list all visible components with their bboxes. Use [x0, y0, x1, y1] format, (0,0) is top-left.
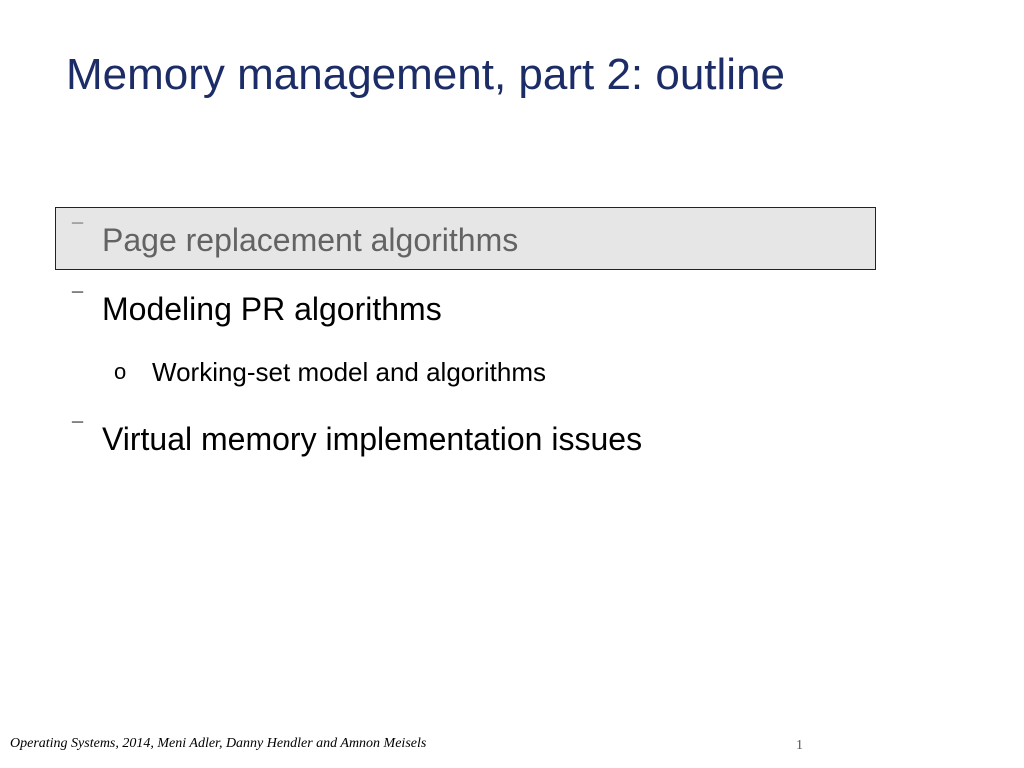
- bullet-text: Virtual memory implementation issues: [102, 421, 643, 457]
- bullet-marker: ¯: [72, 420, 84, 442]
- page-number: 1: [796, 738, 803, 753]
- bullet-marker: ¯: [72, 221, 84, 243]
- bullet-marker: ¯: [72, 290, 84, 312]
- sub-bullet-text: Working-set model and algorithms: [152, 357, 547, 387]
- bullet-item-virtual-memory: [72, 421, 642, 457]
- slide-title: Memory management, part 2: outline: [66, 50, 786, 99]
- bullet-text: Modeling PR algorithms: [102, 291, 442, 327]
- slide-footer: Operating Systems, 2014, Meni Adler, Danny Hendler and Amnon Meisels: [10, 736, 427, 751]
- sub-bullet-item-working-set: [114, 358, 546, 386]
- bullet-item-modeling: [72, 291, 442, 327]
- bullet-item-page-replacement: [72, 222, 518, 258]
- bullet-text: Page replacement algorithms: [102, 222, 519, 258]
- sub-bullet-marker: o: [114, 359, 127, 384]
